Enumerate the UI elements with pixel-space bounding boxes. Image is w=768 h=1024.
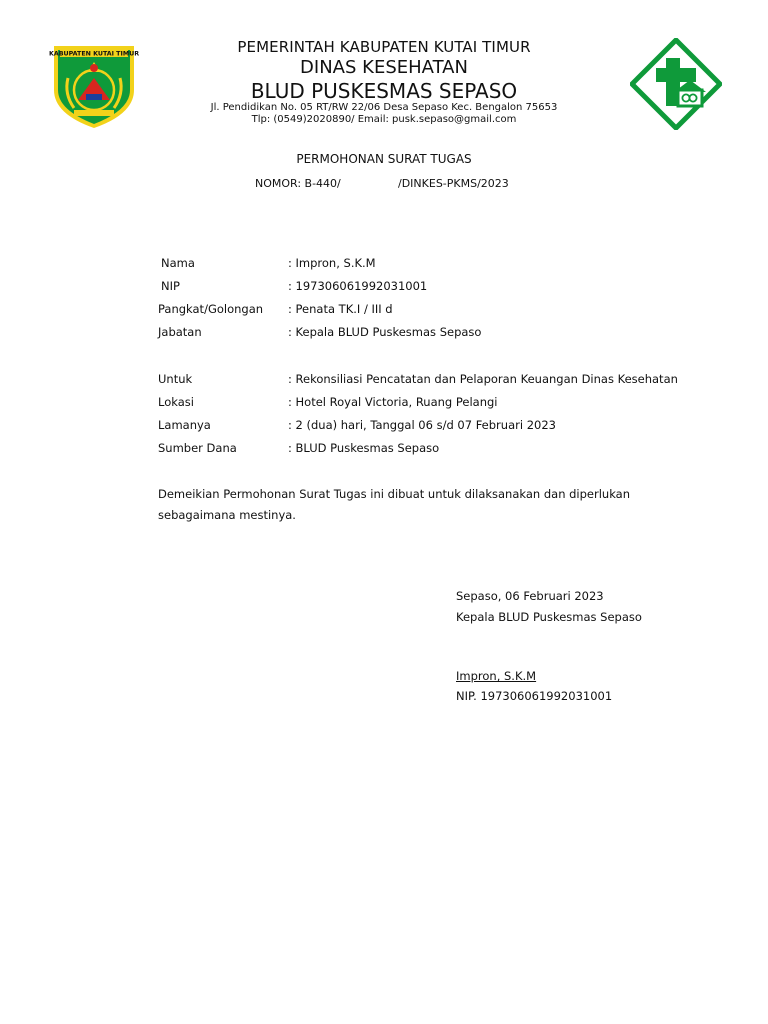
field-value: : Rekonsiliasi Pencatatan dan Pelaporan Keuangan Dinas Kesehatan [288,372,678,386]
document-title: PERMOHONAN SURAT TUGAS [296,152,472,166]
header-department: DINAS KESEHATAN [300,57,468,78]
closing-line-2: sebagaimana mestinya. [158,508,296,522]
header-address: Jl. Pendidikan No. 05 RT/RW 22/06 Desa Sepaso Kec. Bengalon 75653 [210,102,558,113]
field-value: : Impron, S.K.M [288,256,376,270]
signature-name: Impron, S.K.M [456,669,537,683]
document-number-prefix: NOMOR: B-440/ [255,177,341,190]
field-label: Sumber Dana [158,441,237,455]
document-number-suffix: /DINKES-PKMS/2023 [398,177,509,190]
closing-paragraph [158,484,678,526]
field-value: : 197306061992031001 [288,279,428,293]
header-contact: Tlp: (0549)2020890/ Email: pusk.sepaso@gmail.com [251,114,517,125]
header-institution: BLUD PUSKESMAS SEPASO [250,79,518,103]
field-value: : Penata TK.I / III d [288,302,393,316]
field-value: : BLUD Puskesmas Sepaso [288,441,440,455]
field-label: Lokasi [158,395,194,409]
closing-line-1: Demeikian Permohonan Surat Tugas ini dibuat untuk dilaksanakan dan diperlukan [158,487,631,501]
signature-nip: NIP. 197306061992031001 [456,689,613,703]
header-government: PEMERINTAH KABUPATEN KUTAI TIMUR [237,38,531,56]
field-value: : Hotel Royal Victoria, Ruang Pelangi [288,395,498,409]
field-label: Jabatan [158,325,202,339]
signature-place-date: Sepaso, 06 Februari 2023 [456,589,604,603]
field-label: Nama [161,256,195,270]
field-label: NIP [161,279,180,293]
field-value: : 2 (dua) hari, Tanggal 06 s/d 07 Februari 2023 [288,418,556,432]
emblem-lettering: KABUPATEN KUTAI TIMUR [48,50,140,58]
field-label: Pangkat/Golongan [158,302,264,316]
signature-position: Kepala BLUD Puskesmas Sepaso [456,610,642,624]
field-value: : Kepala BLUD Puskesmas Sepaso [288,325,482,339]
field-label: Lamanya [158,418,211,432]
field-label: Untuk [158,372,193,386]
